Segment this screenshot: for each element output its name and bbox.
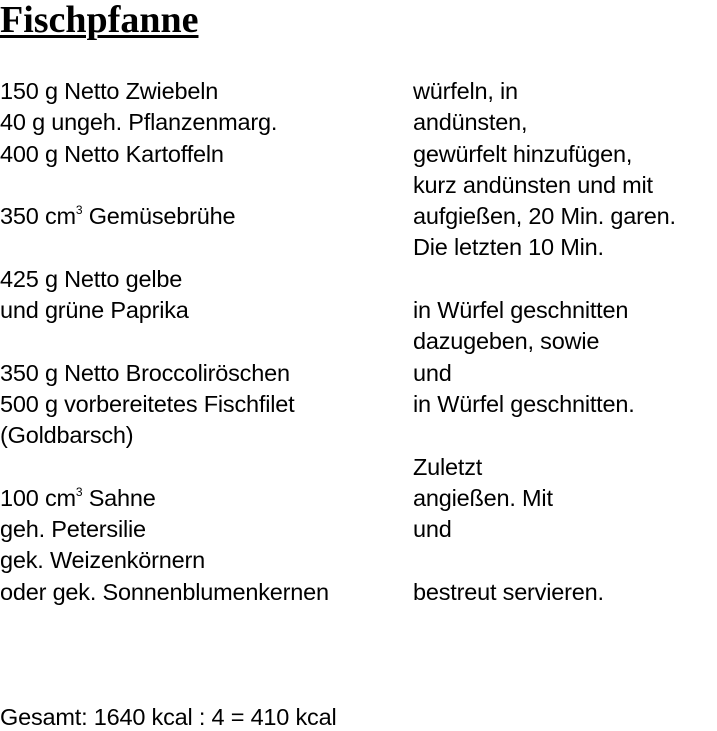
ingredient-onions: 150 g Netto Zwiebeln	[0, 78, 219, 104]
step-text: angießen. Mit	[413, 485, 553, 511]
step-text: und	[413, 360, 452, 386]
ingredient-fish-cont: (Goldbarsch)	[0, 422, 134, 448]
step-text: würfeln, in	[413, 78, 518, 104]
step-text: Zuletzt	[413, 454, 483, 480]
total-calories: Gesamt: 1640 kcal : 4 = 410 kcal	[0, 704, 337, 730]
step-text: in Würfel geschnitten	[413, 297, 629, 323]
ingredient-sunflower: oder gek. Sonnenblumenkernen	[0, 579, 329, 605]
ingredient-broth: 350 $cm^3$ Gemüsebrühe	[0, 203, 236, 229]
step-text: andünsten,	[413, 109, 528, 135]
ingredient-margarine: 40 g ungeh. Pflanzenmarg.	[0, 109, 278, 135]
ingredient-broccoli: 350 g Netto Broccoliröschen	[0, 360, 290, 386]
ingredient-peppers: 425 g Netto gelbe	[0, 266, 183, 292]
ingredient-parsley: geh. Petersilie	[0, 516, 146, 542]
step-text: gewürfelt hinzufügen,	[413, 141, 633, 167]
ingredient-potatoes: 400 g Netto Kartoffeln	[0, 141, 224, 167]
ingredient-cream: 100 $cm^3$ Sahne	[0, 485, 156, 511]
step-text: in Würfel geschnitten.	[413, 391, 635, 417]
step-text: dazugeben, sowie	[413, 328, 600, 354]
step-text: und	[413, 516, 452, 542]
recipe-title: Fischpfanne	[0, 0, 199, 41]
ingredient-peppers-cont: und grüne Paprika	[0, 297, 189, 323]
ingredient-fish: 500 g vorbereitetes Fischfilet	[0, 391, 295, 417]
step-text: aufgießen, 20 Min. garen.	[413, 203, 676, 229]
ingredient-wheat: gek. Weizenkörnern	[0, 547, 205, 573]
step-text: Die letzten 10 Min.	[413, 234, 604, 260]
step-text: kurz andünsten und mit	[413, 172, 653, 198]
step-text: bestreut servieren.	[413, 579, 604, 605]
